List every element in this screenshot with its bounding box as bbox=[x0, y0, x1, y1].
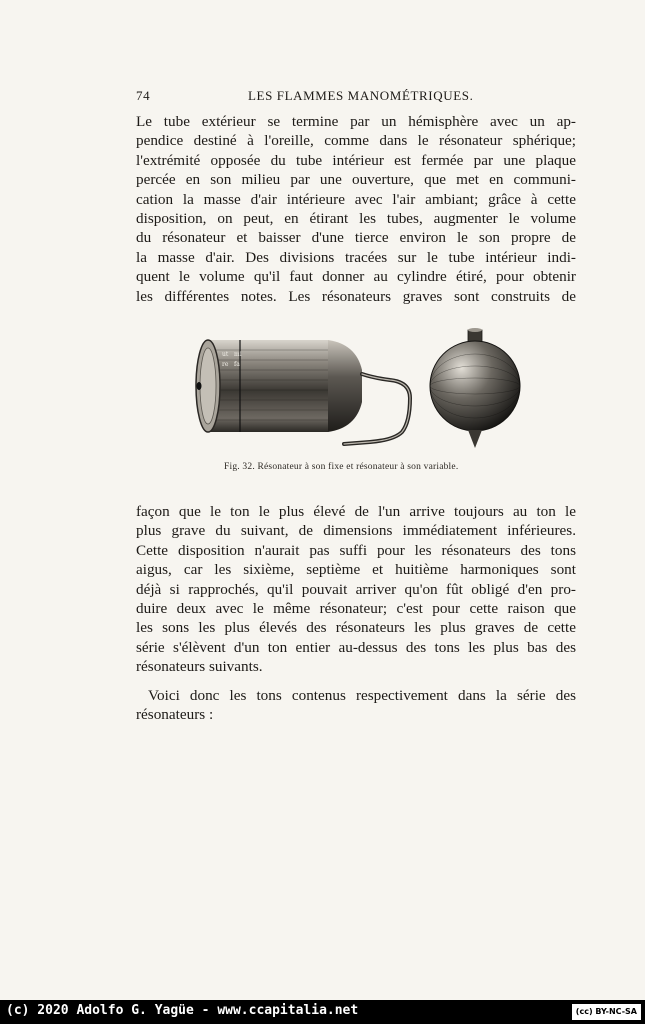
text-line: les sons les plus élevés des résonateurs les plus graves de cette bbox=[136, 619, 576, 637]
text-line: résonateurs suivants. bbox=[136, 658, 263, 676]
license-badge: (cc) BY-NC-SA bbox=[572, 1004, 641, 1020]
copyright-footer bbox=[0, 1000, 645, 1024]
text-line: Cette disposition n'aurait pas suffi pour les résonateurs des tons bbox=[136, 541, 576, 559]
text-line: percée en son milieu par une ouverture, que met en communi- bbox=[136, 171, 576, 189]
text-line: pendice destiné à l'oreille, comme dans le résonateur sphérique; bbox=[136, 132, 576, 150]
variable-resonator bbox=[196, 340, 410, 444]
paragraph-2 bbox=[136, 502, 576, 677]
text-line: disposition, on peut, en étirant les tubes, augmenter le volume bbox=[136, 209, 576, 227]
figure-caption: Fig. 32. Résonateur à son fixe et résonateur à son variable. bbox=[224, 462, 459, 472]
resonator-illustration bbox=[178, 326, 538, 456]
svg-text:mi: mi bbox=[234, 351, 242, 358]
text-line: l'extrémité opposée du tube intérieur est fermée par une plaque bbox=[136, 151, 576, 169]
text-line: résonateurs : bbox=[136, 706, 214, 724]
text-line: la masse d'air. Des divisions tracées sur le tube intérieur indi- bbox=[136, 248, 576, 266]
text-line: Le tube extérieur se termine par un hémisphère avec un ap- bbox=[136, 113, 576, 130]
svg-text:fa: fa bbox=[234, 361, 240, 368]
text-line: aigus, car les sixième, septième et huitième harmoniques sont bbox=[136, 561, 576, 579]
svg-text:re: re bbox=[222, 361, 229, 368]
svg-text:ut: ut bbox=[222, 351, 229, 358]
copyright-credit: (c) 2020 Adolfo G. Yagüe - www.ccapitalia.net bbox=[6, 1003, 359, 1018]
text-line: série s'élèvent d'un ton entier au-dessus des tons les plus bas des bbox=[136, 638, 576, 656]
text-line: façon que le ton le plus élevé de l'un arrive toujours au ton le bbox=[136, 503, 576, 520]
text-line: quent le volume qu'il faut donner au cylindre étiré, pour obtenir bbox=[136, 268, 576, 286]
text-line: cation la masse d'air intérieure avec l'air ambiant; grâce à cette bbox=[136, 190, 576, 208]
paragraph-1 bbox=[136, 112, 576, 306]
page-number: 74 bbox=[136, 88, 151, 103]
paragraph-3 bbox=[136, 686, 576, 725]
text-line: les différentes notes. Les résonateurs graves sont construits de bbox=[136, 287, 576, 305]
text-line: duire deux avec le même résonateur; c'est pour cette raison que bbox=[136, 599, 576, 617]
fixed-resonator bbox=[430, 328, 520, 448]
text-line: plus grave du suivant, de dimensions immédiatement inférieures. bbox=[136, 522, 576, 540]
running-title: LES FLAMMES MANOMÉTRIQUES. bbox=[248, 88, 474, 103]
text-line: déjà si rapprochés, qu'il pouvait arriver qu'on fût obligé d'en pro- bbox=[136, 580, 576, 598]
text-line: Voici donc les tons contenus respectivement dans la série des bbox=[148, 687, 576, 704]
text-line: du résonateur et baisser d'une tierce environ le son propre de bbox=[136, 229, 576, 247]
